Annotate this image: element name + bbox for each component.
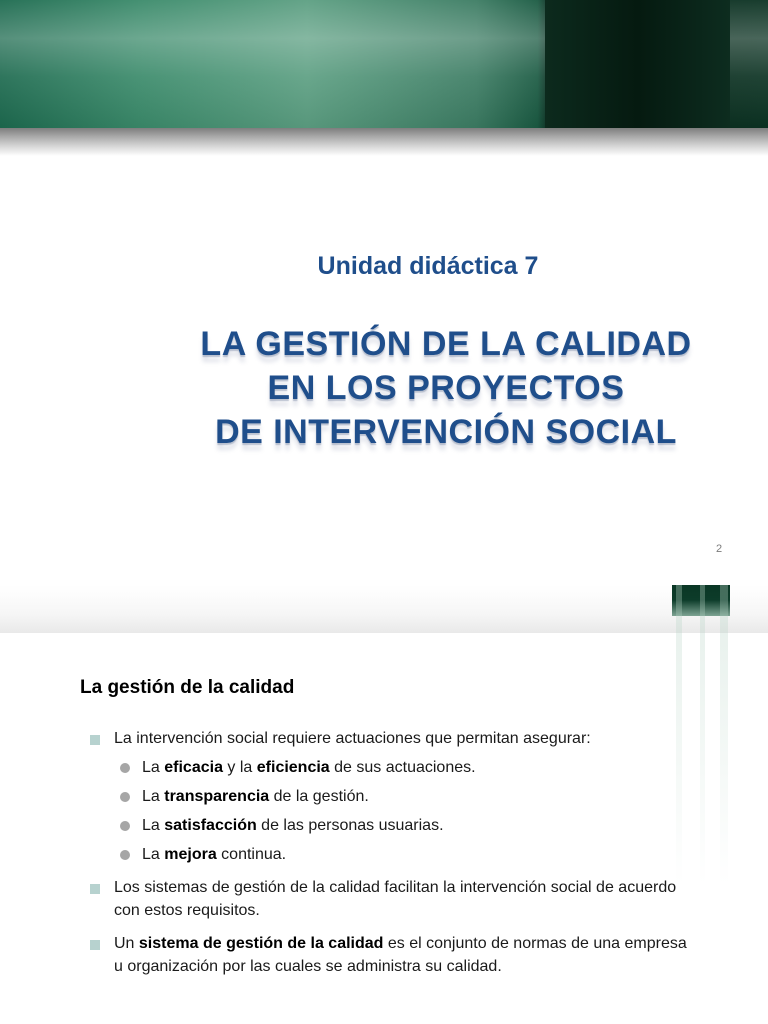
sub-text: La bbox=[142, 846, 165, 863]
sub-text: de sus actuaciones. bbox=[329, 759, 476, 776]
sub-bullet-item bbox=[114, 843, 690, 866]
sub-text: La bbox=[142, 817, 165, 834]
sub-bullet-item bbox=[114, 756, 690, 779]
bullet-item bbox=[90, 876, 690, 922]
content-slide bbox=[0, 585, 768, 1024]
sub-text-bold: eficacia bbox=[164, 759, 223, 776]
sub-text-bold: satisfacción bbox=[164, 817, 257, 834]
round-bullet-icon bbox=[120, 792, 130, 802]
bullet-text: Los sistemas de gestión de la calidad facilitan la intervención social de acuerdo con estos requisitos. bbox=[114, 879, 677, 919]
banner-shadow bbox=[0, 128, 768, 156]
decor-stripe bbox=[700, 585, 705, 885]
square-bullet-icon bbox=[90, 940, 100, 950]
round-bullet-icon bbox=[120, 763, 130, 773]
square-bullet-icon bbox=[90, 735, 100, 745]
sub-text: La bbox=[142, 759, 165, 776]
slide-title bbox=[178, 322, 714, 454]
page-number: 2 bbox=[715, 543, 723, 555]
round-bullet-icon bbox=[120, 850, 130, 860]
bullet-item bbox=[90, 727, 690, 866]
sub-text-bold: eficiencia bbox=[256, 759, 330, 776]
title-line-1: LA GESTIÓN DE LA CALIDAD bbox=[200, 325, 692, 363]
bullet-text: es el conjunto de normas de una empresa u organización por las cuales se administra su calidad. bbox=[114, 935, 687, 975]
square-bullet-icon bbox=[90, 884, 100, 894]
sub-text: La bbox=[142, 788, 165, 805]
sub-bullet-list bbox=[114, 756, 690, 866]
banner-dark-block bbox=[545, 0, 730, 138]
sub-text: de la gestión. bbox=[269, 788, 369, 805]
sub-text-bold: transparencia bbox=[164, 788, 270, 805]
sub-text: continua. bbox=[216, 846, 287, 863]
round-bullet-icon bbox=[120, 821, 130, 831]
title-line-3: DE INTERVENCIÓN SOCIAL bbox=[215, 413, 677, 451]
bullet-text: La intervención social requiere actuaciones que permitan asegurar: bbox=[114, 730, 591, 747]
title-line-2: EN LOS PROYECTOS bbox=[267, 369, 625, 407]
bullet-item bbox=[90, 932, 690, 978]
slide-top-band bbox=[0, 585, 768, 633]
bullet-list bbox=[90, 727, 690, 978]
bullet-text: Un bbox=[114, 935, 139, 952]
decor-stripe bbox=[720, 585, 728, 885]
sub-text: de las personas usuarias. bbox=[256, 817, 444, 834]
sub-bullet-item bbox=[114, 814, 690, 837]
sub-text: y la bbox=[222, 759, 257, 776]
sub-text-bold: mejora bbox=[164, 846, 217, 863]
sub-bullet-item bbox=[114, 785, 690, 808]
unit-subtitle: Unidad didáctica 7 bbox=[317, 252, 539, 280]
section-heading: La gestión de la calidad bbox=[80, 677, 295, 698]
bullet-text-bold: sistema de gestión de la calidad bbox=[138, 935, 384, 952]
